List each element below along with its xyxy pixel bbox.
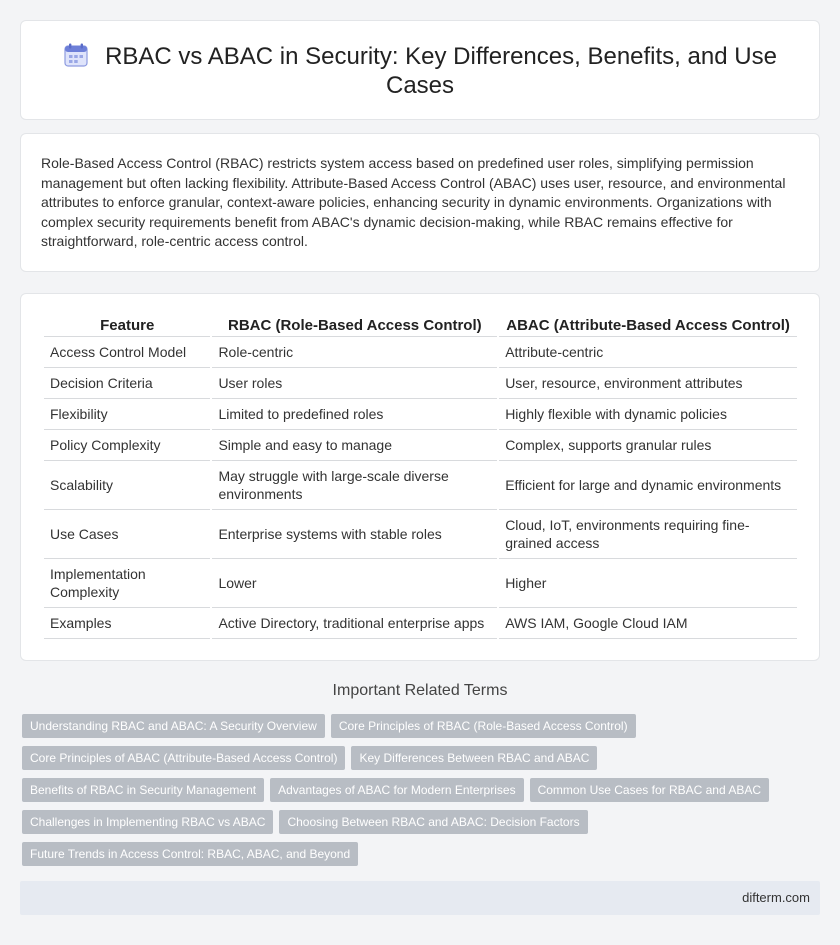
abac-cell: AWS IAM, Google Cloud IAM <box>499 608 797 639</box>
rbac-cell: User roles <box>212 368 497 399</box>
table-row <box>44 559 797 608</box>
header-feature: Feature <box>44 313 210 337</box>
intro-card <box>20 133 820 272</box>
feature-cell: Examples <box>44 608 210 639</box>
rbac-cell: May struggle with large-scale diverse environments <box>212 461 497 510</box>
feature-cell: Implementation Complexity <box>44 559 210 608</box>
rbac-cell: Lower <box>212 559 497 608</box>
rbac-cell: Simple and easy to manage <box>212 430 497 461</box>
related-term-tag[interactable]: Core Principles of ABAC (Attribute-Based Access Control) <box>22 746 345 770</box>
related-term-tag[interactable]: Benefits of RBAC in Security Management <box>22 778 264 802</box>
abac-cell: Efficient for large and dynamic environments <box>499 461 797 510</box>
related-terms-list <box>22 714 812 874</box>
header-rbac: RBAC (Role-Based Access Control) <box>212 313 497 337</box>
rbac-cell: Limited to predefined roles <box>212 399 497 430</box>
feature-cell: Policy Complexity <box>44 430 210 461</box>
related-term-tag[interactable]: Key Differences Between RBAC and ABAC <box>351 746 597 770</box>
table-row <box>44 368 797 399</box>
page-title: RBAC vs ABAC in Security: Key Differences, Benefits, and Use Cases <box>105 43 777 99</box>
abac-cell: Highly flexible with dynamic policies <box>499 399 797 430</box>
feature-cell: Decision Criteria <box>44 368 210 399</box>
rbac-cell: Role-centric <box>212 337 497 368</box>
feature-cell: Use Cases <box>44 510 210 559</box>
related-term-tag[interactable]: Challenges in Implementing RBAC vs ABAC <box>22 810 273 834</box>
abac-cell: Higher <box>499 559 797 608</box>
intro-paragraph: Role-Based Access Control (RBAC) restricts system access based on predefined user roles, simplifying permission management but often lacking flexibility. Attribute-Based Access Control (ABAC) uses user, resource, and environmental attributes to enforce granular, context-aware policies, enhancing security in dynamic environments. Organizations with complex security requirements benefit from ABAC's dynamic decision-making, while RBAC remains effective for straightforward, role-centric access control. <box>41 155 786 249</box>
title-card <box>20 20 820 120</box>
comparison-card <box>20 293 820 661</box>
table-row <box>44 430 797 461</box>
footer-site-link[interactable]: difterm.com <box>742 890 810 905</box>
feature-cell: Scalability <box>44 461 210 510</box>
feature-cell: Access Control Model <box>44 337 210 368</box>
rbac-cell: Active Directory, traditional enterprise apps <box>212 608 497 639</box>
calendar-icon <box>63 42 89 68</box>
page-title-wrap <box>61 42 779 100</box>
table-row <box>44 399 797 430</box>
table-row <box>44 510 797 559</box>
related-terms-heading: Important Related Terms <box>332 682 508 699</box>
abac-cell: Complex, supports granular rules <box>499 430 797 461</box>
abac-cell: Cloud, IoT, environments requiring fine-grained access <box>499 510 797 559</box>
feature-cell: Flexibility <box>44 399 210 430</box>
abac-cell: User, resource, environment attributes <box>499 368 797 399</box>
table-row <box>44 337 797 368</box>
related-term-tag[interactable]: Core Principles of RBAC (Role-Based Access Control) <box>331 714 636 738</box>
comparison-table <box>42 313 799 639</box>
related-term-tag[interactable]: Future Trends in Access Control: RBAC, ABAC, and Beyond <box>22 842 358 866</box>
rbac-cell: Enterprise systems with stable roles <box>212 510 497 559</box>
footer-bar <box>20 881 820 915</box>
related-term-tag[interactable]: Understanding RBAC and ABAC: A Security Overview <box>22 714 325 738</box>
header-abac: ABAC (Attribute-Based Access Control) <box>499 313 797 337</box>
related-term-tag[interactable]: Common Use Cases for RBAC and ABAC <box>530 778 769 802</box>
abac-cell: Attribute-centric <box>499 337 797 368</box>
table-row <box>44 461 797 510</box>
table-row <box>44 608 797 639</box>
related-term-tag[interactable]: Choosing Between RBAC and ABAC: Decision Factors <box>279 810 587 834</box>
related-term-tag[interactable]: Advantages of ABAC for Modern Enterprises <box>270 778 523 802</box>
table-header-row <box>44 313 797 337</box>
